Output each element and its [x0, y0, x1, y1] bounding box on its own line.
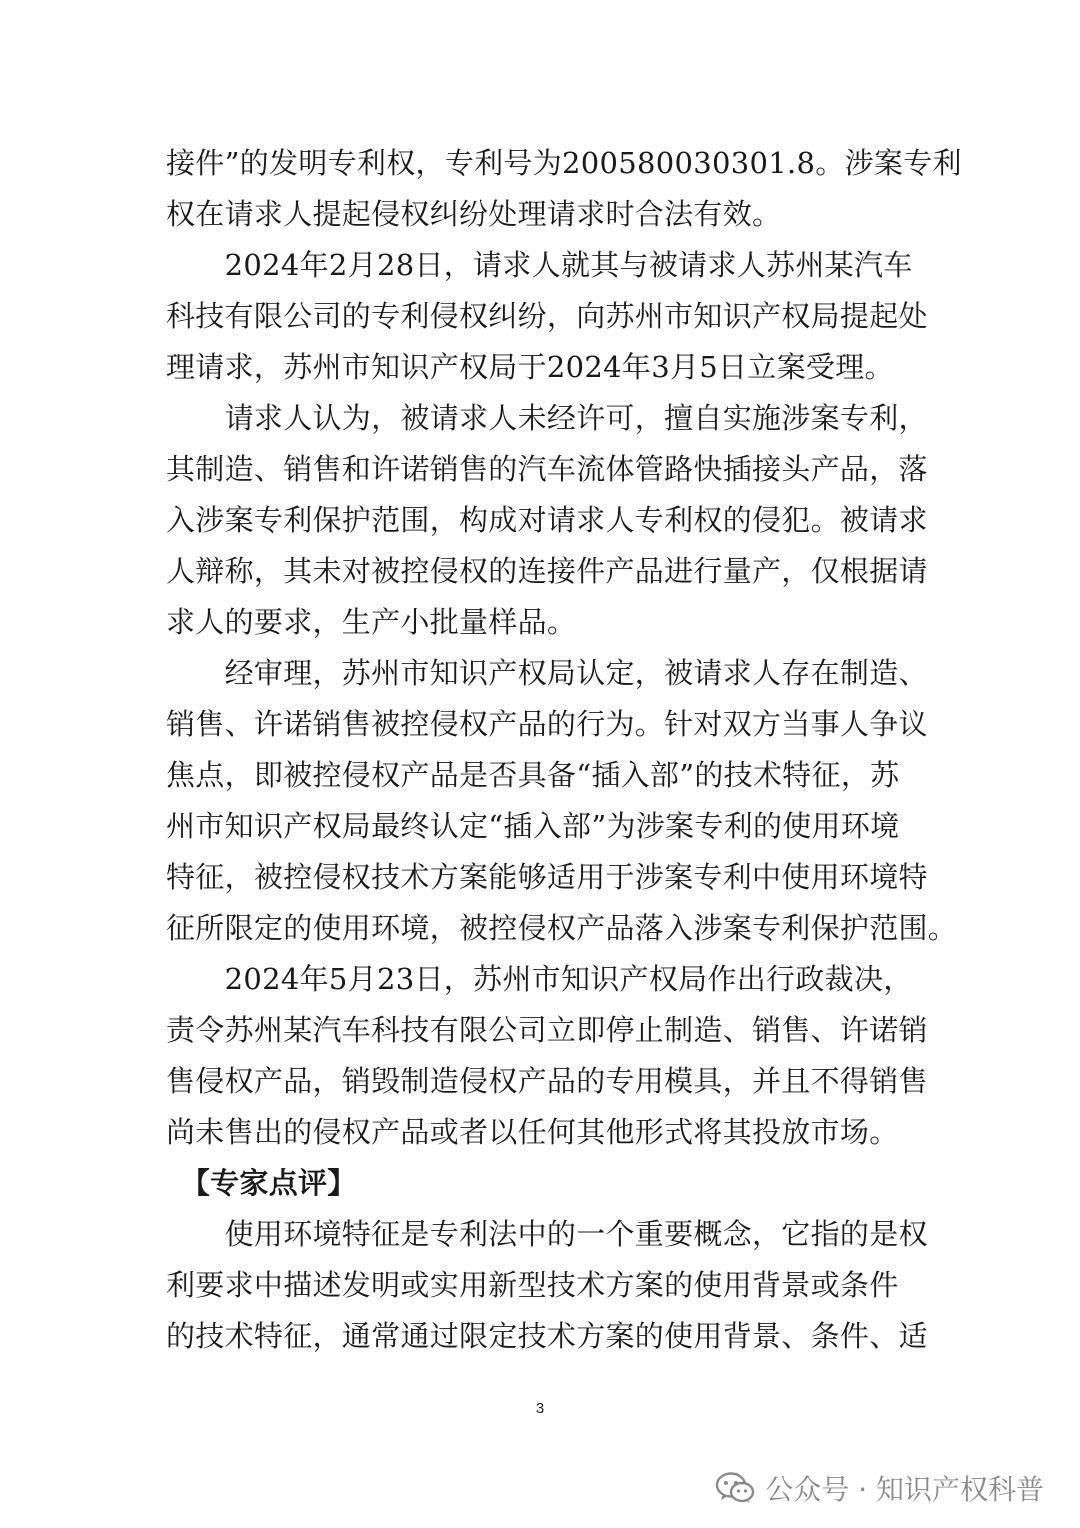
body-line: 2024年2月28日，请求人就其与被请求人苏州某汽车 [166, 248, 913, 282]
body-line: 售侵权产品，销毁制造侵权产品的专用模具，并且不得销售 [166, 1064, 928, 1098]
section-heading: 【专家点评】 [166, 1166, 357, 1200]
body-line: 的技术特征，通常通过限定技术方案的使用背景、条件、适 [166, 1319, 928, 1353]
body-line: 人辩称，其未对被控侵权的连接件产品进行量产，仅根据请 [166, 554, 928, 588]
body-line: 2024年5月23日，苏州市知识产权局作出行政裁决， [166, 962, 913, 996]
body-line: 责令苏州某汽车科技有限公司立即停止制造、销售、许诺销 [166, 1013, 928, 1047]
body-line: 尚未售出的侵权产品或者以任何其他形式将其投放市场。 [166, 1115, 899, 1149]
body-line: 州市知识产权局最终认定“插入部”为涉案专利的使用环境 [166, 809, 900, 843]
body-line: 经审理，苏州市知识产权局认定，被请求人存在制造、 [166, 656, 928, 690]
body-line: 请求人认为，被请求人未经许可，擅自实施涉案专利， [166, 401, 928, 435]
body-line: 销售、许诺销售被控侵权产品的行为。针对双方当事人争议 [166, 707, 928, 741]
page-number: 3 [535, 1400, 545, 1417]
body-line: 求人的要求，生产小批量样品。 [166, 605, 577, 639]
body-line: 入涉案专利保护范围，构成对请求人专利权的侵犯。被请求 [166, 503, 928, 537]
wechat-icon [715, 1471, 755, 1505]
body-line: 科技有限公司的专利侵权纠纷，向苏州市知识产权局提起处 [166, 299, 928, 333]
watermark-text: 公众号 · 知识产权科普 [765, 1473, 1044, 1506]
body-line: 特征，被控侵权技术方案能够适用于涉案专利中使用环境特 [166, 860, 928, 894]
body-line: 利要求中描述发明或实用新型技术方案的使用背景或条件 [166, 1268, 899, 1302]
watermark [715, 1468, 1044, 1508]
body-line: 理请求，苏州市知识产权局于2024年3月5日立案受理。 [166, 350, 894, 384]
body-line: 征所限定的使用环境，被控侵权产品落入涉案专利保护范围。 [166, 911, 958, 945]
body-line: 焦点，即被控侵权产品是否具备“插入部”的技术特征，苏 [166, 758, 900, 792]
body-line: 接件”的发明专利权，专利号为200580030301.8。涉案专利 [166, 146, 962, 180]
body-line: 使用环境特征是专利法中的一个重要概念，它指的是权 [166, 1217, 928, 1251]
body-line: 其制造、销售和许诺销售的汽车流体管路快插接头产品，落 [166, 452, 928, 486]
body-line: 权在请求人提起侵权纠纷处理请求时合法有效。 [166, 197, 782, 231]
